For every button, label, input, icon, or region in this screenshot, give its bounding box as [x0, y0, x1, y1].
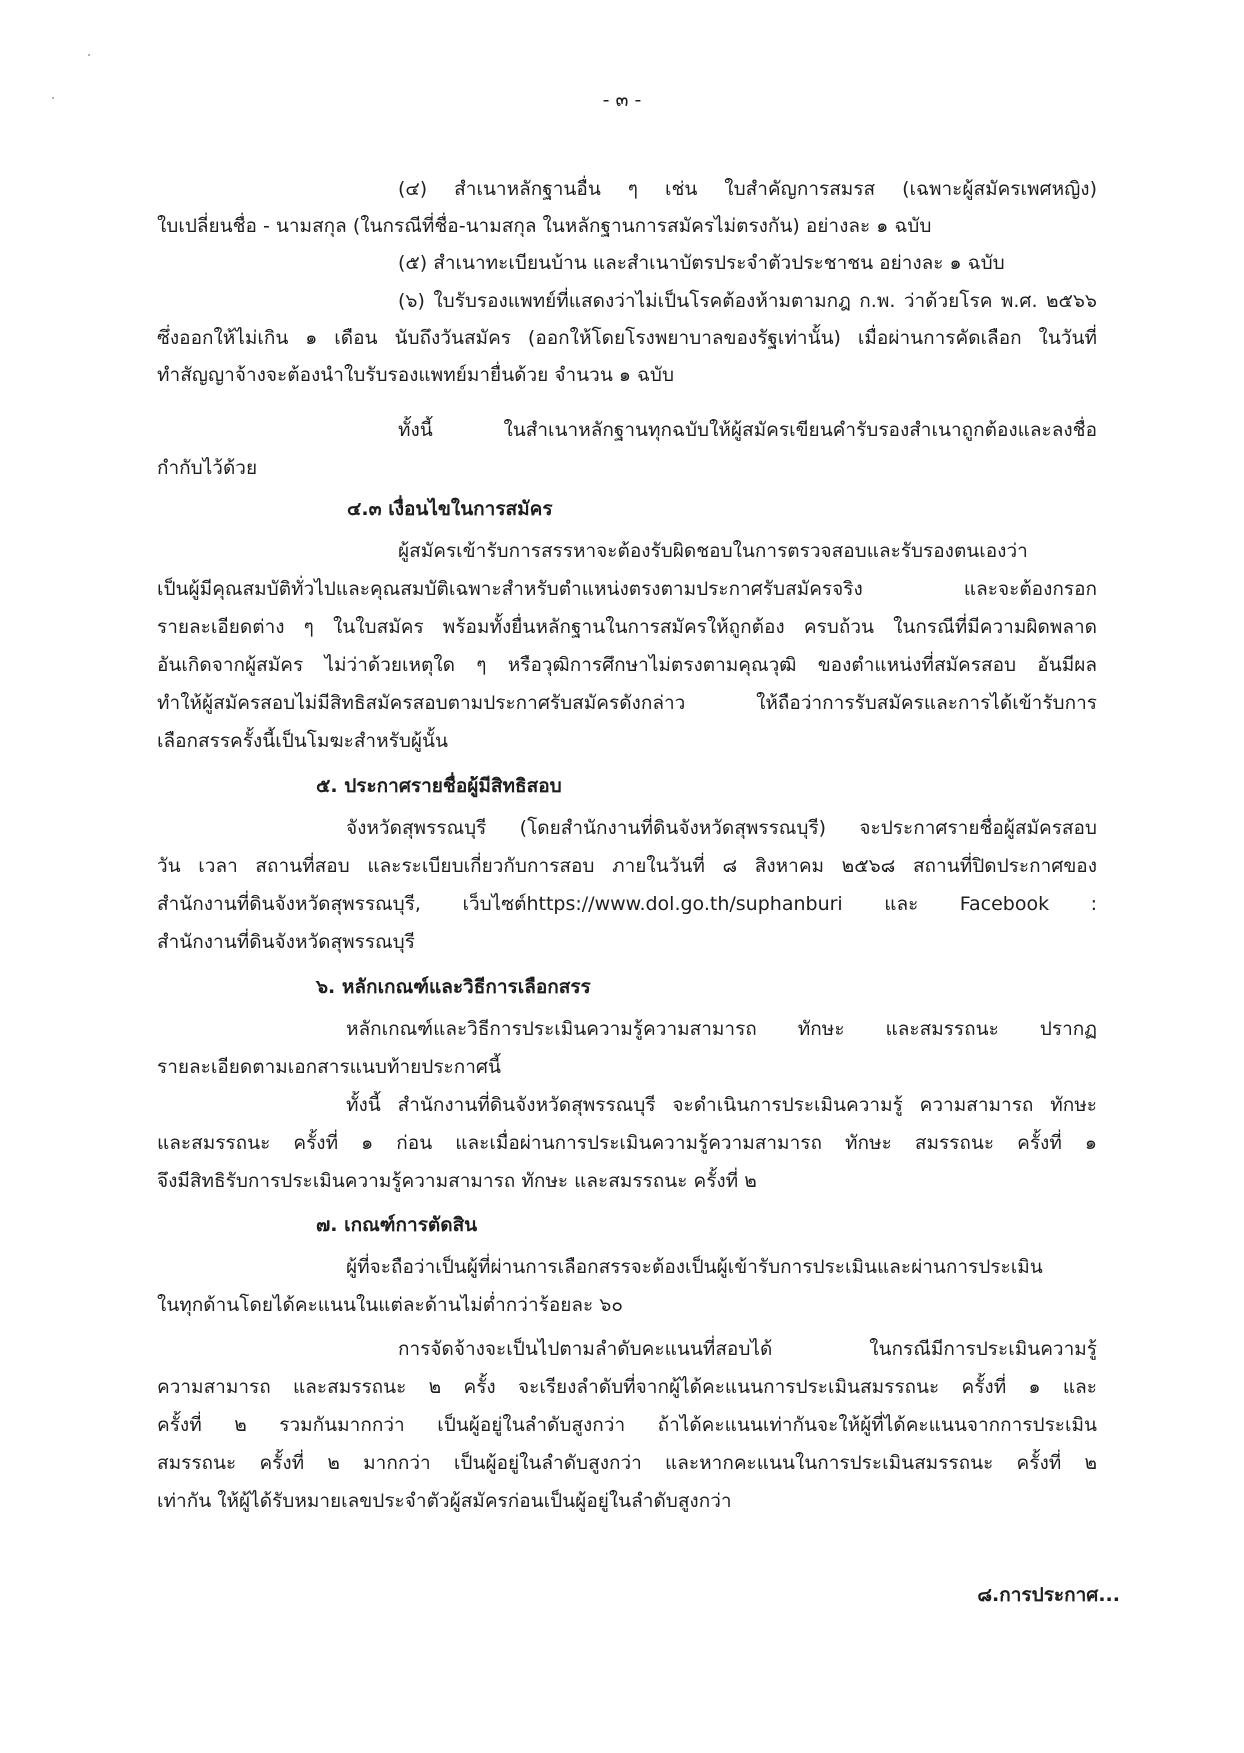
- doc-line: ครั้งที่ ๒ รวมกันมากกว่า เป็นผู้อยู่ในลำดับสูงกว่า ถ้าได้คะแนนเท่ากันจะให้ผู้ที่ได้คะแนนจากการประเมิน: [157, 1414, 1097, 1436]
- section-heading: ๔.๓ เงื่อนไขในการสมัคร: [347, 498, 553, 520]
- doc-line: จึงมีสิทธิรับการประเมินความรู้ความสามารถ ทักษะ และสมรรถนะ ครั้งที่ ๒: [157, 1170, 757, 1192]
- doc-line: ใบเปลี่ยนชื่อ - นามสกุล (ในกรณีที่ชื่อ-นามสกุล ในหลักฐานการสมัครไม่ตรงกัน) อย่างละ ๑ ฉบับ: [157, 215, 932, 237]
- doc-line: สมรรถนะ ครั้งที่ ๒ มากกว่า เป็นผู้อยู่ในลำดับสูงกว่า และหากคะแนนในการประเมินสมรรถนะ ครั้งที่ ๒: [157, 1452, 1097, 1474]
- doc-line: ทั้งนี้ สำนักงานที่ดินจังหวัดสุพรรณบุรี จะดำเนินการประเมินความรู้ ความสามารถ ทักษะ: [346, 1094, 1097, 1116]
- doc-line: เท่ากัน ให้ผู้ได้รับหมายเลขประจำตัวผู้สมัครก่อนเป็นผู้อยู่ในลำดับสูงกว่า: [157, 1490, 732, 1512]
- doc-line: ซึ่งออกให้ไม่เกิน ๑ เดือน นับถึงวันสมัคร (ออกให้โดยโรงพยาบาลของรัฐเท่านั้น) เมื่อผ่านการคัดเลือก ในวันที่: [157, 327, 1097, 349]
- section-heading: ๕. ประกาศรายชื่อผู้มีสิทธิสอบ: [316, 775, 562, 797]
- page-number: - ๓ -: [602, 89, 642, 111]
- doc-line: ทั้งนี้ ในสำเนาหลักฐานทุกฉบับให้ผู้สมัครเขียนคำรับรองสำเนาถูกต้องและลงชื่อ: [398, 419, 1097, 441]
- doc-line: และสมรรถนะ ครั้งที่ ๑ ก่อน และเมื่อผ่านการประเมินความรู้ความสามารถ ทักษะ สมรรถนะ ครั้งที่ ๑: [157, 1132, 1097, 1154]
- doc-line: ทำให้ผู้สมัครสอบไม่มีสิทธิสมัครสอบตามประกาศรับสมัครดังกล่าว ให้ถือว่าการรับสมัครและการได้เข้ารับการ: [157, 692, 1097, 714]
- doc-line: ความสามารถ และสมรรถนะ ๒ ครั้ง จะเรียงลำดับที่จากผู้ได้คะแนนการประเมินสมรรถนะ ครั้งที่ ๑ และ: [157, 1376, 1097, 1398]
- doc-line: รายละเอียดตามเอกสารแนบท้ายประกาศนี้: [157, 1056, 501, 1078]
- doc-line: สำนักงานที่ดินจังหวัดสุพรรณบุรี: [157, 931, 415, 953]
- doc-line: ทำสัญญาจ้างจะต้องนำใบรับรองแพทย์มายื่นด้วย จำนวน ๑ ฉบับ: [157, 364, 675, 386]
- doc-line: วัน เวลา สถานที่สอบ และระเบียบเกี่ยวกับการสอบ ภายในวันที่ ๘ สิงหาคม ๒๕๖๘ สถานที่ปิดประกาศของ: [157, 855, 1097, 877]
- doc-line: ในทุกด้านโดยได้คะแนนในแต่ละด้านไม่ต่ำกว่าร้อยละ ๖๐: [157, 1294, 623, 1316]
- section-heading: ๖. หลักเกณฑ์และวิธีการเลือกสรร: [316, 976, 591, 998]
- doc-line: กำกับไว้ด้วย: [157, 457, 258, 479]
- doc-line: (๕) สำเนาทะเบียนบ้าน และสำเนาบัตรประจำตัวประชาชน อย่างละ ๑ ฉบับ: [398, 252, 1005, 274]
- section-heading: ๗. เกณฑ์การตัดสิน: [316, 1214, 478, 1236]
- doc-line: เป็นผู้มีคุณสมบัติทั่วไปและคุณสมบัติเฉพาะสำหรับตำแหน่งตรงตามประกาศรับสมัครจริง และจะต้องกรอก: [157, 578, 1097, 600]
- doc-line: รายละเอียดต่าง ๆ ในใบสมัคร พร้อมทั้งยื่นหลักฐานในการสมัครให้ถูกต้อง ครบถ้วน ในกรณีที่มีความผิดพลาด: [157, 616, 1097, 638]
- doc-line: หลักเกณฑ์และวิธีการประเมินความรู้ความสามารถ ทักษะ และสมรรถนะ ปรากฏ: [346, 1018, 1097, 1040]
- scan-speck: [88, 54, 90, 56]
- doc-line: (๖) ใบรับรองแพทย์ที่แสดงว่าไม่เป็นโรคต้องห้ามตามกฎ ก.พ. ว่าด้วยโรค พ.ศ. ๒๕๖๖: [398, 290, 1097, 312]
- doc-line: การจัดจ้างจะเป็นไปตามลำดับคะแนนที่สอบได้ ในกรณีมีการประเมินความรู้: [398, 1338, 1097, 1360]
- doc-line: ผู้ที่จะถือว่าเป็นผู้ที่ผ่านการเลือกสรรจะต้องเป็นผู้เข้ารับการประเมินและผ่านการประเมิน: [346, 1256, 1043, 1278]
- doc-line: ผู้สมัครเข้ารับการสรรหาจะต้องรับผิดชอบในการตรวจสอบและรับรองตนเองว่า: [398, 540, 1028, 562]
- doc-line: อันเกิดจากผู้สมัคร ไม่ว่าด้วยเหตุใด ๆ หรือวุฒิการศึกษาไม่ตรงตามคุณวุฒิ ของตำแหน่งที่สมัครสอบ อันมีผล: [157, 654, 1097, 676]
- doc-line: เลือกสรรครั้งนี้เป็นโมฆะสำหรับผู้นั้น: [157, 730, 448, 752]
- next-page-reference: ๘.การประกาศ...: [977, 1584, 1120, 1606]
- doc-line: จังหวัดสุพรรณบุรี (โดยสำนักงานที่ดินจังหวัดสุพรรณบุรี) จะประกาศรายชื่อผู้สมัครสอบ: [346, 817, 1097, 839]
- doc-line: (๔) สำเนาหลักฐานอื่น ๆ เช่น ใบสำคัญการสมรส (เฉพาะผู้สมัครเพศหญิง): [398, 178, 1097, 200]
- doc-line: สำนักงานที่ดินจังหวัดสุพรรณบุรี, เว็บไซต์https://www.dol.go.th/suphanburi และ Facebook :: [157, 893, 1097, 915]
